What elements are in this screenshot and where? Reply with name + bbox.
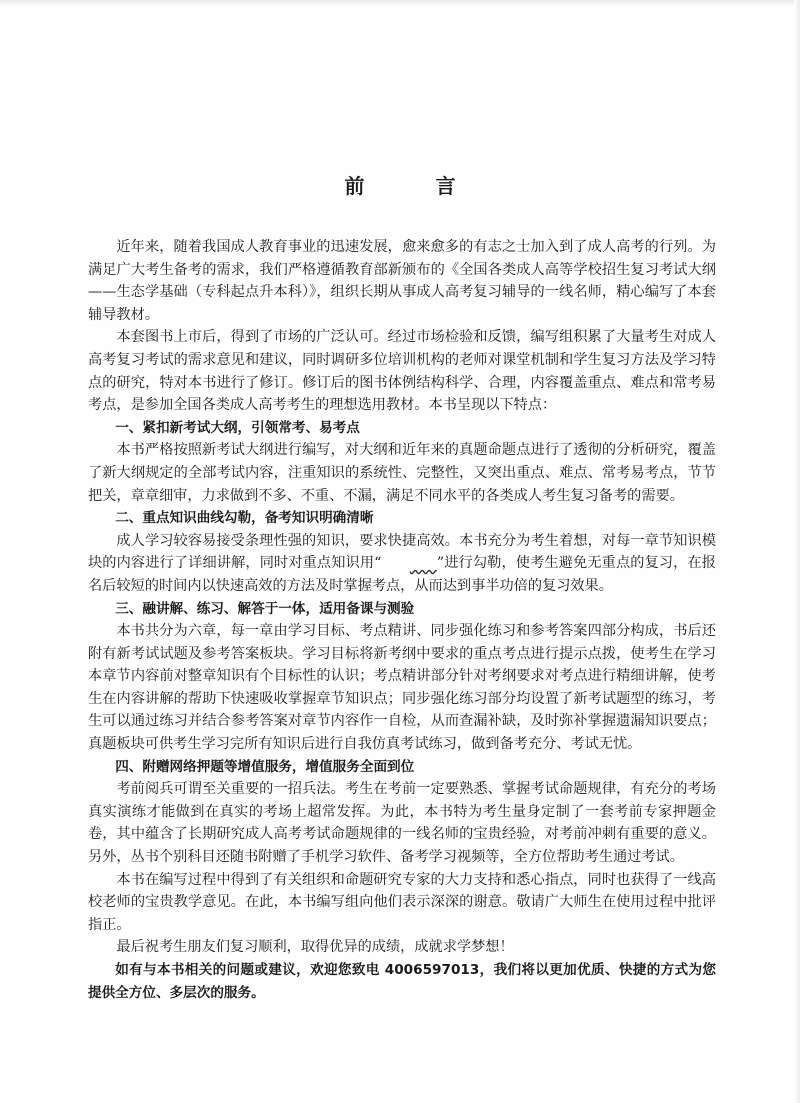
section-heading-2: 二、重点知识曲线勾勒，备考知识明确清晰 <box>115 510 374 527</box>
paragraph-services: 考前阅兵可谓至关重要的一招兵法。考生在考前一定要熟悉、掌握考试命题规律，有充分的考场真实演练才能做到在真实的考场上超常发挥。为此，本书特为考生量身定制了一套考前专家押题金卷，其中蕴含了长期研究成人高考考试命题规律的一线名师的宝贵经验，对考前冲刺有重要的意义。另外，丛书个别科目还随书附赠了手机学习软件、备考学习视频等，全方位帮助考生通过考试。 <box>88 781 716 866</box>
paragraph-structure: 本书共分为六章，每一章由学习目标、考点精讲、同步强化练习和参考答案四部分构成，书后还附有新考试试题及参考答案板块。学习目标将新考纲中要求的重点考点进行提示点拨，使考生在学习本章节内容前对整章知识有个目标性的认识；考点精讲部分针对考纲要求对考点进行精细讲解，使考生在内容讲解的帮助下快速吸收掌握章节知识点；同步强化练习部分均设置了新考试题型的练习，考生可以通过练习并结合参考答案对章节内容作一自检，从而查漏补缺，及时弥补掌握遗漏知识要点；真题板块可供考生学习完所有知识后进行自我仿真考试练习，做到备考充分、考试无忧。 <box>88 623 716 753</box>
section-heading-4: 四、附赠网络押题等增值服务，增值服务全面到位 <box>115 758 415 775</box>
paragraph-key-knowledge <box>88 530 716 598</box>
paragraph-thanks: 本书在编写过程中得到了有关组织和命题研究专家的大力支持和悉心指点，同时也获得了一线高校老师的宝贵教学意见。在此，本书编写组向他们表示深深的谢意。敬请广大师生在使用过程中批评指正。 <box>88 871 716 933</box>
paragraph-wishes: 最后祝考生朋友们复习顺利，取得优异的成绩，成就求学梦想！ <box>116 939 514 956</box>
paragraph-revision: 本套图书上市后，得到了市场的广泛认可。经过市场检验和反馈，编写组积累了大量考生对成人高考复习考试的需求意见和建议，同时调研多位培训机构的老师对课堂机制和学生复习方法及学习特点的研究，特对本书进行了修订。修订后的图书体例结构科学、合理，内容覆盖重点、难点和常考易考点，是参加全国各类成人高考考生的理想选用教材。本书呈现以下特点： <box>88 329 716 414</box>
section-heading-3: 三、融讲解、练习、解答于一体，适用备课与测验 <box>115 600 415 617</box>
page-title: 前 言 <box>344 174 488 198</box>
paragraph-syllabus: 本书严格按照新考试大纲进行编写，对大纲和近年来的真题命题点进行了透彻的分析研究，覆盖了新大纲规定的全部考试内容，注重知识的系统性、完整性，又突出重点、难点、常考易考点，节节把关，章章细审，力求做到不多、不重、不漏，满足不同水平的各类成人考生复习备考的需要。 <box>88 442 716 504</box>
para4-text-before: 成人学习较容易接受条理性强的知识，要求快捷高效。本书充分为考生着想，对每一章节知识模块的内容进行了详细讲解，同时对重点知识用“ <box>88 532 716 572</box>
scan-edge-right <box>794 0 800 1103</box>
contact-paragraph: 如有与本书相关的问题或建议，欢迎您致电 4006597013，我们将以更加优质、快捷的方式为您提供全方位、多层次的服务。 <box>88 962 716 1001</box>
scan-edge-top <box>0 0 800 6</box>
para4-text-after: ”进行勾勒，使考生避免无重点的复习，在报名后较短的时间内以快速高效的方法及时掌握考点，从而达到事半功倍的复习效果。 <box>88 555 716 594</box>
preface-body <box>88 236 716 1004</box>
section-heading-1: 一、紧扣新考试大纲，引领常考、易考点 <box>115 419 360 436</box>
paragraph-intro: 近年来，随着我国成人教育事业的迅速发展，愈来愈多的有志之士加入到了成人高考的行列。为满足广大考生备考的需求，我们严格遵循教育部新颁布的《全国各类成人高等学校招生复习考试大纲——生态学基础（专科起点升本科）》，组织长期从事成人高考复习辅导的一线名师，精心编写了本套辅导教材。 <box>88 239 716 323</box>
wavy-underline-sample <box>381 552 436 575</box>
